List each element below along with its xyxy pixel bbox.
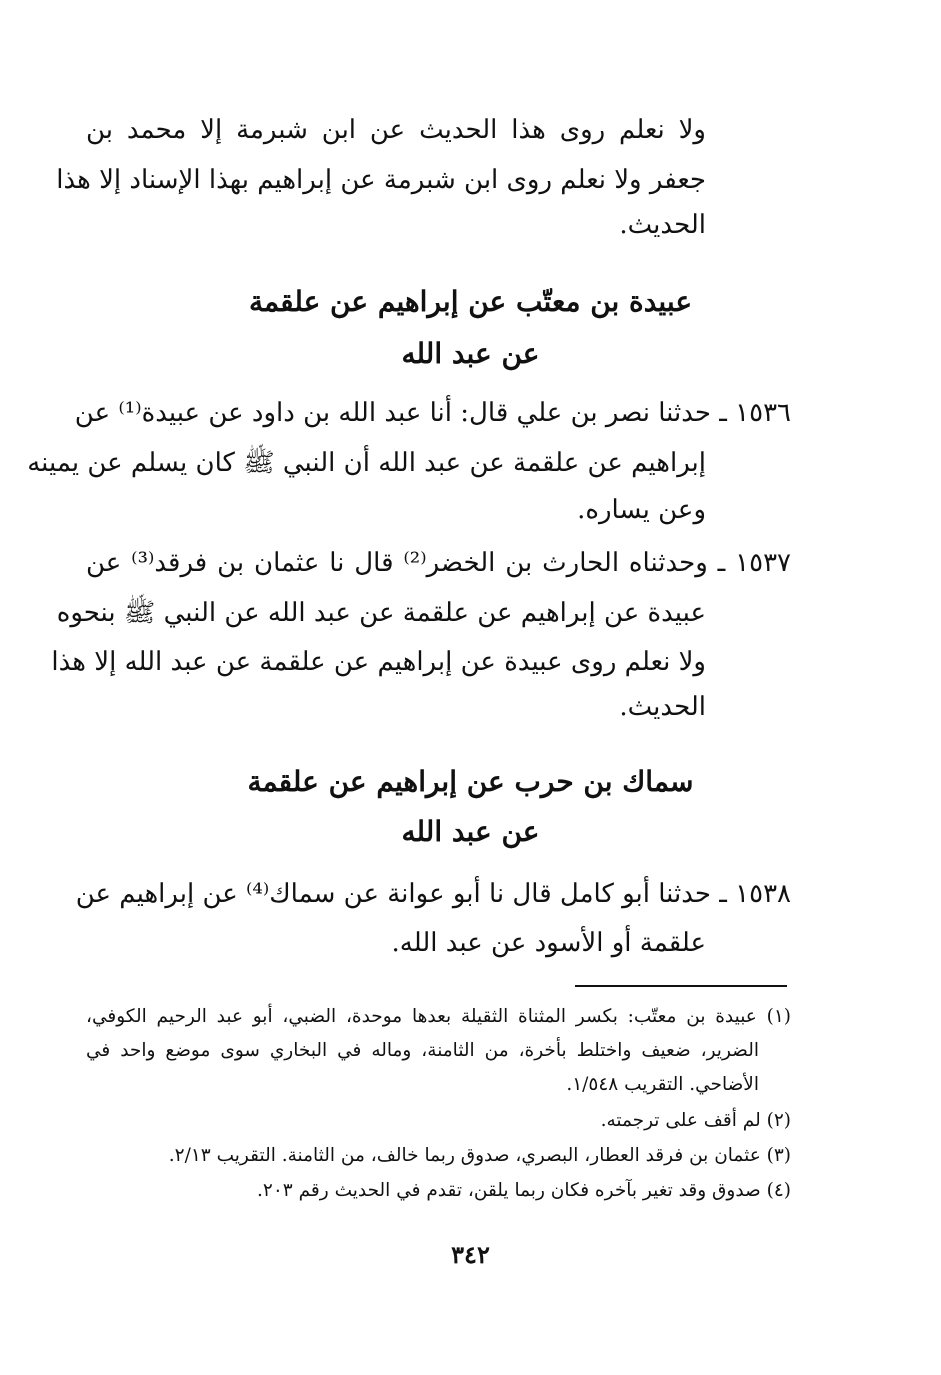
hadith-1536-line-1: ١٥٣٦ ـ حدثنا نصر بن علي قال: أنا عبد الله بن داود عن عبيدة⁽¹⁾ عن: [74, 398, 791, 428]
hadith-1537-line-4: الحديث.: [619, 692, 706, 722]
hadith-1537-line-1: ١٥٣٧ ـ وحدثناه الحارث بن الخضر⁽²⁾ قال نا عثمان بن فرقد⁽³⁾ عن: [86, 548, 791, 578]
hadith-1536-line-2: إبراهيم عن علقمة عن عبد الله أن النبي ﷺ كان يسلم عن يمينه: [27, 448, 706, 478]
intro-line-3: الحديث.: [619, 210, 706, 240]
footnote-4: (٤) صدوق وقد تغير بآخره فكان ربما يلقن، تقدم في الحديث رقم ٢٠٣.: [257, 1180, 791, 1201]
footnote-1-line-3: الأضاحي. التقريب ١/٥٤٨.: [566, 1074, 759, 1095]
hadith-1537-line-2: عبيدة عن إبراهيم عن علقمة عن عبد الله عن النبي ﷺ بنحوه: [56, 598, 706, 628]
page-number: ٣٤٢: [451, 1240, 490, 1269]
hadith-1537-line-3: ولا نعلم روى عبيدة عن إبراهيم عن علقمة عن عبد الله إلا هذا: [51, 647, 706, 677]
footnote-separator: [575, 985, 787, 987]
section-heading-1-line-2: عن عبد الله: [401, 337, 540, 370]
section-heading-2-line-2: عن عبد الله: [401, 815, 540, 848]
footnote-1-line-1: (١) عبيدة بن معتّب: بكسر المثناة الثقيلة بعدها موحدة، الضبي، أبو عبد الرحيم الكوفي،: [86, 1006, 791, 1027]
footnote-3: (٣) عثمان بن فرقد العطار، البصري، صدوق ربما خالف، من الثامنة. التقريب ٢/١٣.: [168, 1145, 791, 1166]
intro-line-1: ولا نعلم روى هذا الحديث عن ابن شبرمة إلا محمد بن: [86, 115, 706, 145]
section-heading-1: عبيدة بن معتّب عن إبراهيم عن علقمة: [248, 285, 693, 318]
section-heading-2: سماك بن حرب عن إبراهيم عن علقمة: [247, 765, 694, 798]
hadith-1536-line-3: وعن يساره.: [577, 495, 706, 525]
hadith-1538-line-1: ١٥٣٨ ـ حدثنا أبو كامل قال نا أبو عوانة عن سماك⁽⁴⁾ عن إبراهيم عن: [75, 879, 791, 909]
hadith-1538-line-2: علقمة أو الأسود عن عبد الله.: [391, 928, 706, 958]
footnote-2: (٢) لم أقف على ترجمته.: [600, 1110, 791, 1131]
footnote-1-line-2: الضرير، ضعيف واختلط بأخرة، من الثامنة، وماله في البخاري سوى موضع واحد في: [86, 1040, 759, 1061]
intro-line-2: جعفر ولا نعلم روى ابن شبرمة عن إبراهيم بهذا الإسناد إلا هذا: [56, 165, 706, 195]
